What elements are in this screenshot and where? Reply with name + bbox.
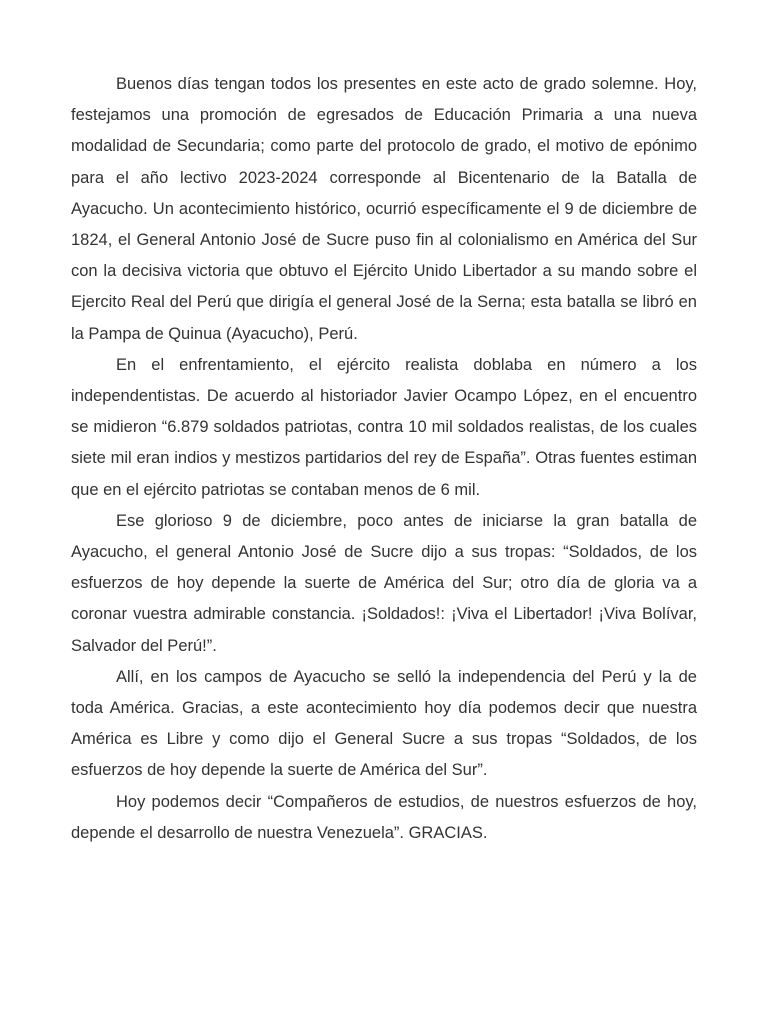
paragraph-3: Ese glorioso 9 de diciembre, poco antes de iniciarse la gran batalla de Ayacucho, el general Antonio José de Sucre dijo a sus tropas: “Soldados, de los esfuerzos de hoy depende la suerte de América del Sur; otro día de gloria va a coronar vuestra admirable constancia. ¡Soldados!: ¡Viva el Libertador! ¡Viva Bolívar, Salvador del Perú!”.: [71, 511, 697, 655]
paragraph-1: Buenos días tengan todos los presentes en este acto de grado solemne. Hoy, festejamos una promoción de egresados de Educación Primaria a una nueva modalidad de Secundaria; como parte del protocolo de grado, el motivo de epónimo para el año lectivo 2023-2024 corresponde al Bicentenario de la Batalla de Ayacucho. Un acontecimiento histórico, ocurrió específicamente el 9 de diciembre de 1824, el General Antonio José de Sucre puso fin al colonialismo en América del Sur con la decisiva victoria que obtuvo el Ejército Unido Libertador a su mando sobre el Ejercito Real del Perú que dirigía el general José de la Serna; esta batalla se libró en la Pampa de Quinua (Ayacucho), Perú.: [71, 75, 697, 343]
document-page: [71, 69, 697, 849]
paragraph-2: En el enfrentamiento, el ejército realista doblaba en número a los independentistas. De acuerdo al historiador Javier Ocampo López, en el encuentro se midieron “6.879 soldados patriotas, contra 10 mil soldados realistas, de los cuales siete mil eran indios y mestizos partidarios del rey de España”. Otras fuentes estiman que en el ejército patriotas se contaban menos de 6 mil.: [71, 355, 697, 499]
paragraph-5: Hoy podemos decir “Compañeros de estudios, de nuestros esfuerzos de hoy, depende el desarrollo de nuestra Venezuela”. GRACIAS.: [71, 792, 697, 842]
paragraph-4: Allí, en los campos de Ayacucho se selló la independencia del Perú y la de toda América. Gracias, a este acontecimiento hoy día podemos decir que nuestra América es Libre y como dijo el General Sucre a sus tropas “Soldados, de los esfuerzos de hoy depende la suerte de América del Sur”.: [71, 667, 697, 780]
